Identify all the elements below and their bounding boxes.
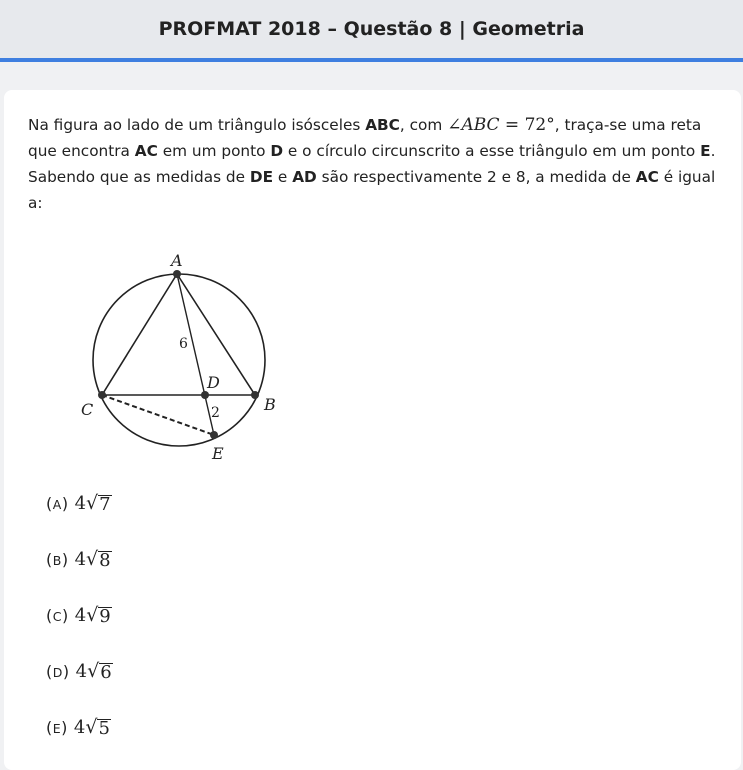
option-label: (D)	[46, 662, 70, 681]
angle-expression: ∠ABC = 72°	[447, 115, 555, 135]
circumcircle	[93, 274, 265, 446]
label-d: D	[207, 373, 220, 392]
point-c	[98, 391, 106, 399]
point-b	[251, 391, 259, 399]
page-header	[0, 0, 743, 62]
option-value: 4 √ 7	[74, 492, 111, 515]
option-value: 4 √ 5	[73, 716, 110, 739]
option-label: (E)	[46, 718, 68, 737]
label-a: A	[171, 251, 183, 270]
option-b[interactable]	[46, 548, 112, 570]
point-d	[201, 391, 209, 399]
dashed-ce	[102, 395, 214, 435]
option-label: (C)	[46, 606, 69, 625]
line-ade	[177, 274, 214, 435]
point-e	[210, 431, 218, 439]
triangle-circle-diagram	[74, 244, 294, 469]
option-c[interactable]	[46, 604, 112, 626]
question-statement: Na figura ao lado de um triângulo isósceles ABC, com ∠ABC = 72°, traça-se uma reta que encontra AC em um ponto D e o círculo circunscrito a esse triângulo em um ponto E. Sabendo que as medidas de DE e AD são respectivamente 2 e 8, a medida de AC é igual a:	[28, 115, 716, 212]
point-a	[173, 270, 181, 278]
label-b: B	[264, 395, 276, 414]
option-e[interactable]	[46, 716, 111, 738]
option-label: (A)	[46, 494, 69, 513]
option-d[interactable]	[46, 660, 113, 682]
option-a[interactable]	[46, 492, 112, 514]
option-label: (B)	[46, 550, 69, 569]
option-value: 4 √ 8	[74, 548, 111, 571]
page-title: PROFMAT 2018 – Questão 8 | Geometria	[158, 18, 585, 40]
geometry-figure	[74, 244, 294, 473]
length-de: 2	[211, 405, 220, 421]
length-ad: 6	[179, 336, 188, 352]
side-ac	[102, 274, 177, 395]
option-value: 4 √ 6	[75, 660, 112, 683]
option-value: 4 √ 9	[74, 604, 111, 627]
label-e: E	[212, 444, 224, 463]
label-c: C	[81, 400, 94, 419]
